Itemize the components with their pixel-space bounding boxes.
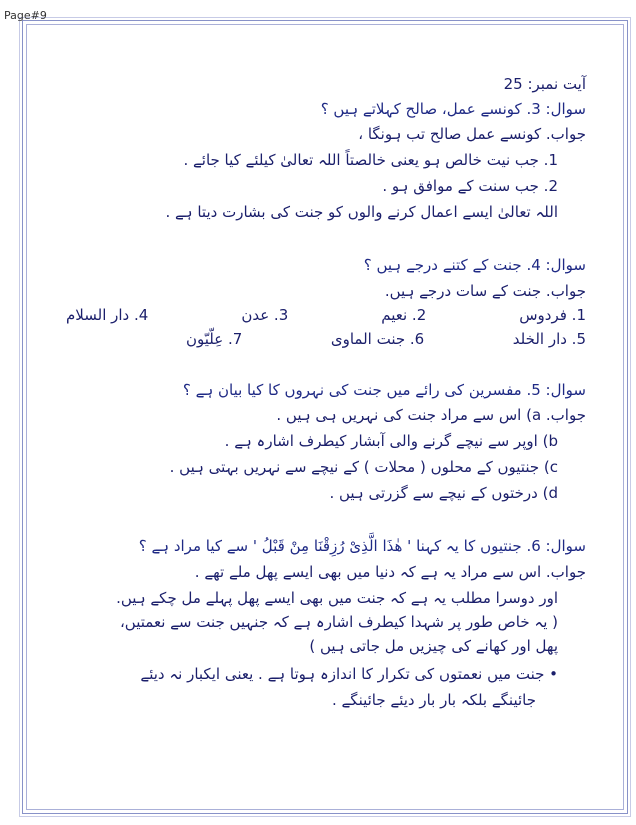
q6-line-3: ( یہ خاص طور پر شہدا کیطرف اشارہ ہے کہ جنہیں جنت سے نعمتیں، [119, 613, 558, 631]
q3-closing: اللہ تعالیٰ ایسے اعمال کرنے والوں کو جنت کی بشارت دیتا ہے . [165, 203, 558, 221]
q5-item-b: b) اوپر سے نیچے گرنے والی آبشار کیطرف اشارہ ہے . [224, 432, 558, 450]
q4-question: سوال: 4. جنت کے کتنے درجے ہیں ؟ [363, 256, 586, 274]
ayat-number: آیت نمبر: 25 [503, 75, 586, 93]
q5-question: سوال: 5. مفسرین کی رائے میں جنت کی نہروں کا کیا بیان ہے ؟ [182, 381, 586, 399]
q4-levels [66, 306, 586, 354]
level-3: 3. عدن [241, 306, 289, 324]
level-1: 1. فردوس [519, 306, 586, 324]
q5-item-c: c) جنتیوں کے محلوں ( محلات ) کے نیچے سے نہریں بہتی ہیں . [169, 458, 558, 476]
level-4: 4. دار السلام [66, 306, 149, 324]
level-6: 6. جنت الماوی [330, 330, 425, 348]
q3-question: سوال: 3. کونسے عمل، صالح کہلاتے ہیں ؟ [320, 100, 586, 118]
q4-answer: جواب. جنت کے سات درجے ہیں. [384, 282, 586, 300]
q5-item-d: d) درختوں کے نیچے سے گزرتی ہیں . [329, 484, 558, 502]
level-7: 7. عِلّیّون [186, 330, 243, 348]
level-5: 5. دار الخلد [512, 330, 586, 348]
q6-line-2: اور دوسرا مطلب یہ ہے کہ جنت میں بھی ایسے پھل پہلے مل چکے ہیں. [116, 589, 558, 607]
page-number: Page#9 [4, 9, 47, 22]
level-2: 2. نعیم [381, 306, 427, 324]
q3-item-1: 1. جب نیت خالص ہو یعنی خالصتاً اللہ تعالیٰ کیلئے کیا جائے . [183, 151, 558, 169]
q5-item-a: جواب. a) اس سے مراد جنت کی نہریں ہی ہیں . [276, 406, 586, 424]
q6-question: سوال: 6. جنتیوں کا یہ کہنا ' ھٰذَا الَّذِیْ رُزِقْنَا مِنْ قَبْلُ ' سے کیا مراد ہے ؟ [138, 537, 586, 555]
q6-line-4: پھل اور کھانے کی چیزیں مل جاتی ہیں ) [309, 637, 558, 655]
q3-item-2: 2. جب سنت کے موافق ہو . [382, 177, 558, 195]
q3-answer-intro: جواب. کونسے عمل صالح تب ہونگا ، [358, 125, 586, 143]
q6-line-6: جائینگے بلکہ بار بار دیئے جائینگے . [331, 691, 536, 709]
q6-line-1: جواب. اس سے مراد یہ ہے کہ دنیا میں بھی ایسے پھل ملے تھے . [194, 563, 586, 581]
q6-line-5: • جنت میں نعمتوں کی تکرار کا اندازہ ہوتا ہے . یعنی ایکبار نہ دیئے [140, 665, 558, 683]
